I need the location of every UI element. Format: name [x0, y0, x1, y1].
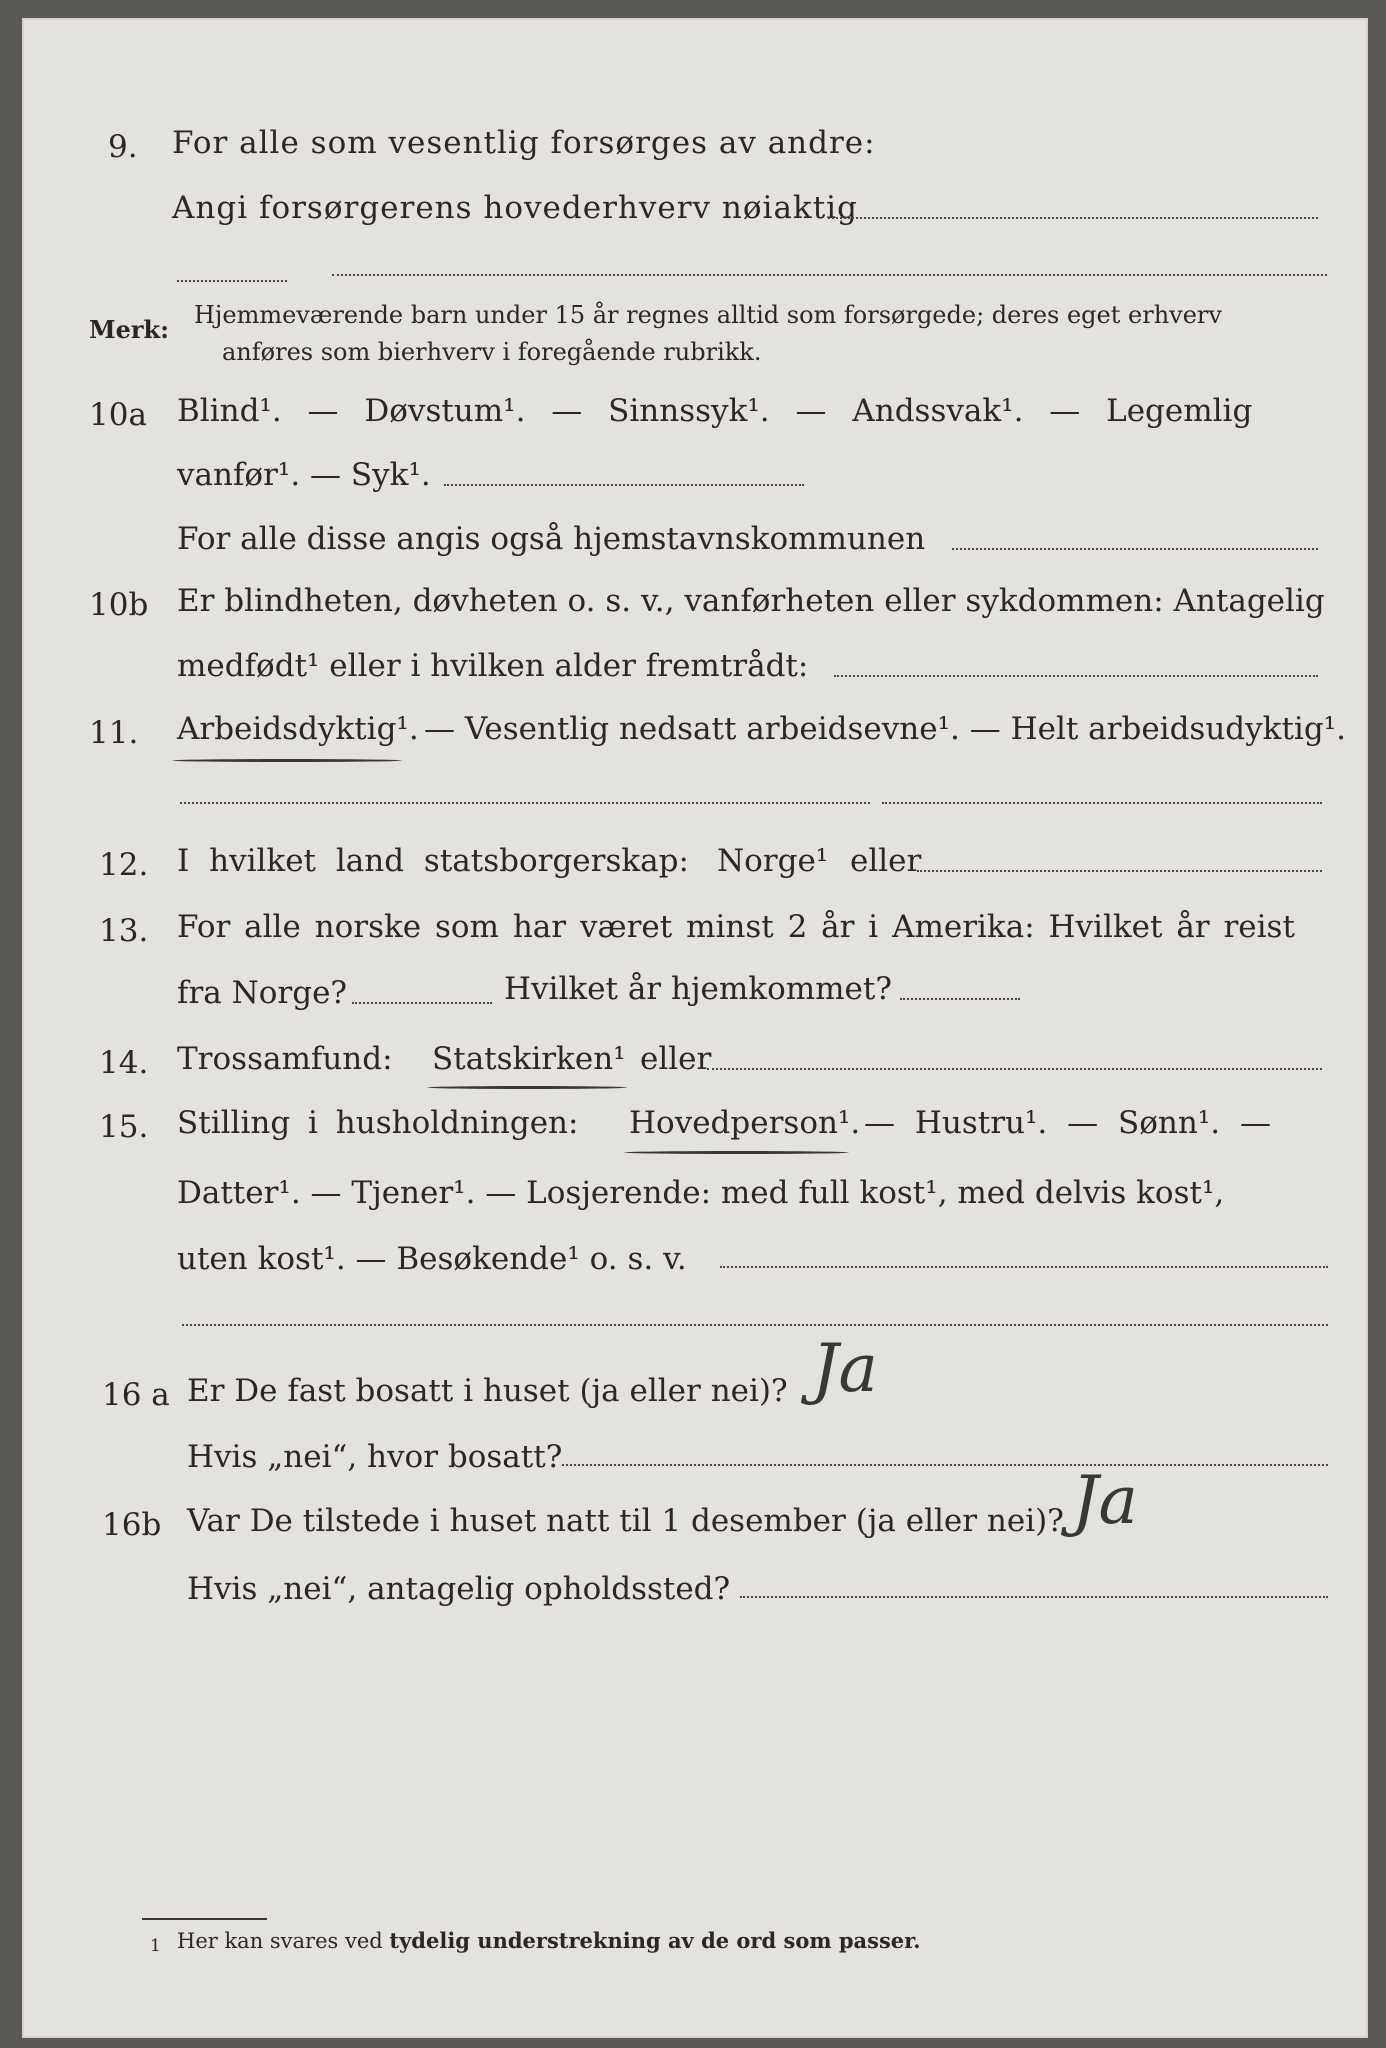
footnote-bold: tydelig understrekning av de ord som passer. [389, 1928, 921, 1953]
q16a-handwritten-answer: Ja [812, 1330, 878, 1407]
q12-answer-line [917, 870, 1322, 872]
q16b-line2: Hvis „nei“, antagelig opholdssted? [187, 1571, 731, 1607]
q9-line2: Angi forsørgerens hovederhverv nøiaktig [172, 190, 858, 226]
q9-number: 9. [108, 129, 138, 165]
q16b-answer-line [740, 1596, 1328, 1598]
footnote-mark: 1 [150, 1936, 161, 1956]
q9-answer-line-2b [332, 274, 1327, 276]
q15-option-hovedperson: Hovedperson¹. [629, 1105, 861, 1141]
q10a-line1: Blind¹. — Døvstum¹. — Sinnssyk¹. — Andssvak¹. — Legemlig [177, 393, 1253, 429]
q11-number: 11. [89, 715, 139, 751]
q10a-line2: vanfør¹. — Syk¹. [177, 457, 431, 493]
q10b-line2: medfødt¹ eller i hvilken alder fremtrådt: [177, 648, 809, 684]
footnote-text [177, 1930, 921, 1952]
merk-line2: anføres som bierhverv i foregående rubrikk. [222, 338, 762, 366]
q9-line1: For alle som vesentlig forsørges av andre: [172, 125, 876, 161]
q9-answer-line [828, 217, 1318, 219]
q14-option-statskirken: Statskirken¹ [432, 1041, 626, 1077]
q15-underline-mark [624, 1151, 849, 1154]
q11-answer-line-a [180, 802, 870, 804]
q16a-line1: Er De fast bosatt i huset (ja eller nei)? [187, 1373, 788, 1409]
q10a-syk-line [444, 484, 804, 486]
q10b-answer-line [834, 675, 1318, 677]
q12-number: 12. [99, 847, 149, 883]
q16b-handwritten-answer: Ja [1072, 1462, 1138, 1539]
q13-line2a: fra Norge? [177, 975, 348, 1011]
q10b-line1: Er blindheten, døvheten o. s. v., vanførheten eller sykdommen: Antagelig [177, 583, 1325, 619]
q16b-number: 16b [102, 1507, 162, 1543]
merk-line1: Hjemmeværende barn under 15 år regnes alltid som forsørgede; deres eget erhverv [194, 301, 1222, 329]
q12-pre: I hvilket land statsborgerskap: [177, 843, 689, 879]
q15-number: 15. [99, 1109, 149, 1145]
q16b-line1: Var De tilstede i huset natt til 1 desember (ja eller nei)? [187, 1503, 1064, 1539]
q15-line3: uten kost¹. — Besøkende¹ o. s. v. [177, 1241, 687, 1277]
q14-answer-line [707, 1068, 1322, 1070]
q13-number: 13. [99, 913, 149, 949]
q14-underline-mark [427, 1086, 627, 1089]
q10b-number: 10b [89, 587, 149, 623]
q11-answer-line-b [882, 802, 1322, 804]
q10a-number: 10a [89, 397, 147, 433]
q14-pre: Trossamfund: [177, 1041, 393, 1077]
census-form-page [22, 18, 1368, 2038]
merk-label: Merk: [89, 315, 169, 344]
q11-option-arbeidsdyktig: Arbeidsdyktig¹. [177, 711, 419, 747]
q15-post: — Hustru¹. — Sønn¹. — [864, 1105, 1271, 1141]
q11-rest: — Vesentlig nedsatt arbeidsevne¹. — Helt arbeidsudyktig¹. [424, 711, 1346, 747]
q15-answer-line-2 [182, 1324, 1328, 1326]
q13-hjemkommet-line [900, 998, 1020, 1000]
q15-line2: Datter¹. — Tjener¹. — Losjerende: med full kost¹, med delvis kost¹, [177, 1175, 1225, 1211]
q10a-answer-line [952, 548, 1318, 550]
footnote-pre: Her kan svares ved [177, 1929, 383, 1953]
q12-post: eller [850, 843, 922, 879]
q13-line1: For alle norske som har været minst 2 år i Amerika: Hvilket år reist [177, 909, 1295, 945]
q13-line2b: Hvilket år hjemkommet? [504, 971, 892, 1007]
footnote-rule [142, 1918, 267, 1920]
q14-number: 14. [99, 1045, 149, 1081]
q16a-answer-line [562, 1464, 1328, 1466]
q14-post: eller [640, 1041, 712, 1077]
q16a-line2: Hvis „nei“, hvor bosatt? [187, 1439, 563, 1475]
q16a-number: 16 a [102, 1377, 170, 1413]
q15-answer-line [720, 1266, 1328, 1268]
q9-answer-line-2a [177, 280, 287, 282]
q15-pre: Stilling i husholdningen: [177, 1105, 579, 1141]
q13-reist-line [352, 1002, 492, 1004]
q10a-line3: For alle disse angis også hjemstavnskommunen [177, 521, 926, 557]
q12-option-norge: Norge¹ [717, 843, 829, 879]
q11-underline-mark [172, 759, 402, 762]
